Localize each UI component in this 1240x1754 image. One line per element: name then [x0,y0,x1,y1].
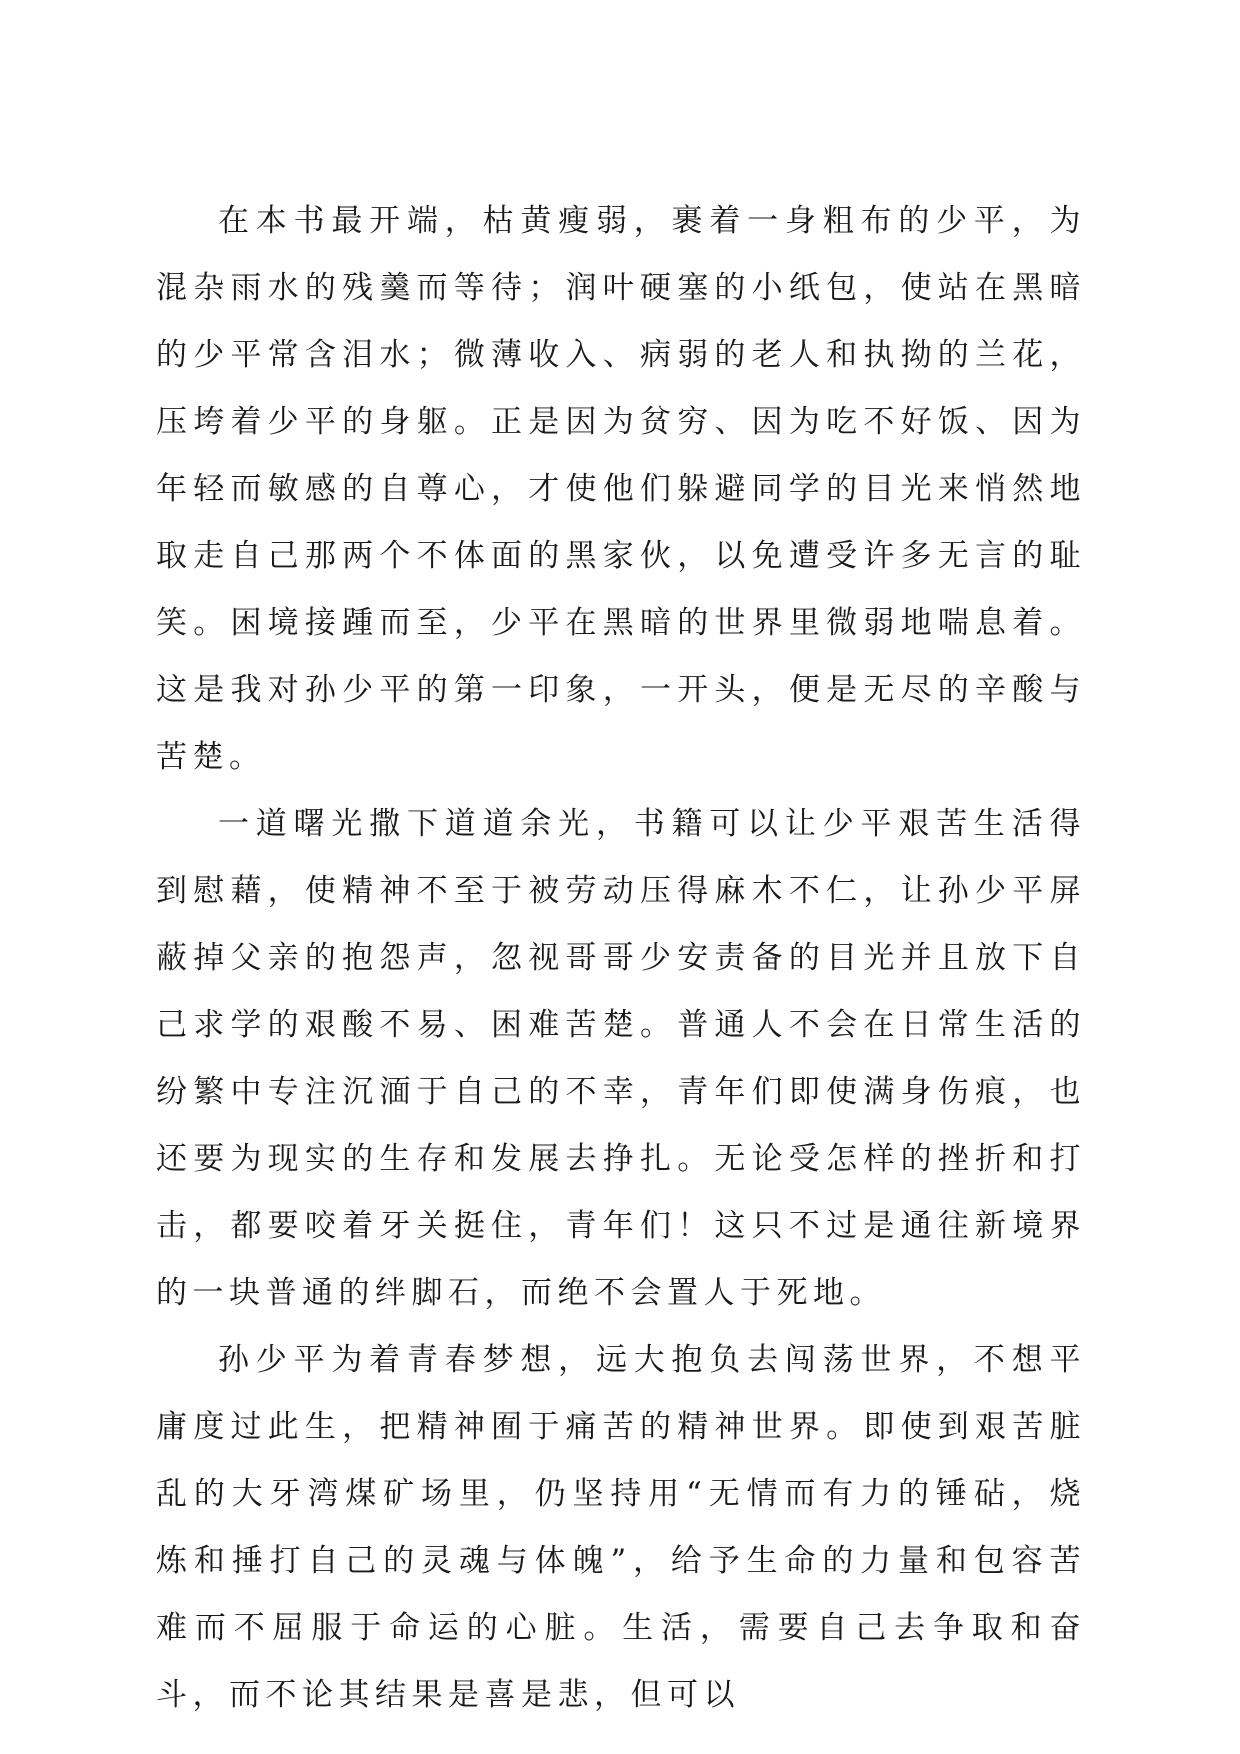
paragraph-1: 在本书最开端，枯黄瘦弱，裹着一身粗布的少平，为混杂雨水的残羹而等待；润叶硬塞的小纸包，使站在黑暗的少平常含泪水；微薄收入、病弱的老人和执拗的兰花，压垮着少平的身躯。正是因为贫穷、因为吃不好饭、因为年轻而敏感的自尊心，才使他们躲避同学的目光来悄然地取走自己那两个不体面的黑家伙，以免遭受许多无言的耻笑。困境接踵而至，少平在黑暗的世界里微弱地喘息着。这是我对孙少平的第一印象，一开头，便是无尽的辛酸与苦楚。 [156,203,1086,775]
body-text [156,188,1086,1729]
paragraph-2: 一道曙光撒下道道余光，书籍可以让少平艰苦生活得到慰藉，使精神不至于被劳动压得麻木不仁，让孙少平屏蔽掉父亲的抱怨声，忽视哥哥少安责备的目光并且放下自己求学的艰酸不易、困难苦楚。普通人不会在日常生活的纷繁中专注沉湎于自己的不幸，青年们即使满身伤痕，也还要为现实的生存和发展去挣扎。无论受怎样的挫折和打击，都要咬着牙关挺住，青年们！这只不过是通往新境界的一块普通的绊脚石，而绝不会置人于死地。 [156,806,1086,1311]
paragraph-3: 孙少平为着青春梦想，远大抱负去闯荡世界，不想平庸度过此生，把精神囿于痛苦的精神世界。即使到艰苦脏乱的大牙湾煤矿场里，仍坚持用“无情而有力的锤砧，烧炼和捶打自己的灵魂与体魄”，给予生命的力量和包容苦难而不屈服于命运的心脏。生活，需要自己去争取和奋斗，而不论其结果是喜是悲，但可以 [156,1342,1086,1713]
